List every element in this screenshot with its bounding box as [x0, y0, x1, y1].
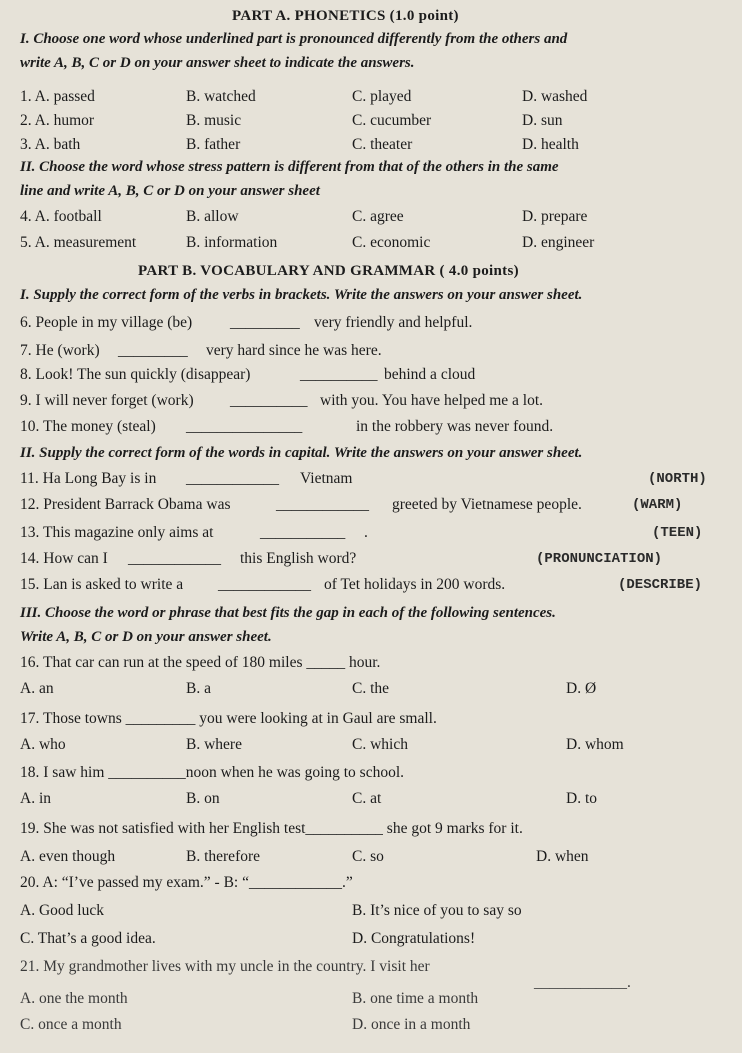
q6-blank: _________ — [230, 314, 300, 331]
q7-blank: _________ — [118, 342, 188, 359]
question-row — [0, 416, 742, 440]
q17-option-d: D. whom — [566, 736, 624, 753]
q1-option-a: 1. A. passed — [20, 88, 95, 105]
question-row — [0, 678, 742, 702]
q10-stem: 10. The money (steal) — [20, 418, 156, 435]
q5-option-d: D. engineer — [522, 234, 595, 251]
q10-blank: _______________ — [186, 418, 303, 435]
q16-option-c: C. the — [352, 680, 390, 697]
q3-option-a: 3. A. bath — [20, 136, 81, 153]
q3-option-c: C. theater — [352, 136, 413, 153]
q2-option-b: B. music — [186, 112, 242, 129]
q1-option-d: D. washed — [522, 88, 588, 105]
question-row — [0, 232, 742, 256]
q12-stem-end: greeted by Vietnamese people. — [392, 496, 582, 513]
question-row — [0, 134, 742, 158]
q19-option-a: A. even though — [20, 848, 116, 865]
q16-option-a: A. an — [20, 680, 54, 697]
q15-stem: 15. Lan is asked to write a — [20, 576, 184, 593]
question-row — [0, 734, 742, 758]
q16-stem: 16. That car can run at the speed of 180 miles _____ hour. — [20, 654, 381, 671]
q20-stem: 20. A: “I’ve passed my exam.” - B: “____________.” — [20, 874, 353, 891]
q4-option-d: D. prepare — [522, 208, 588, 225]
question-row — [0, 206, 742, 230]
q9-blank: __________ — [230, 392, 308, 409]
q18-option-a: A. in — [20, 790, 51, 807]
instr-line — [0, 442, 742, 466]
question-row — [0, 86, 742, 110]
q10-stem-end: in the robbery was never found. — [356, 418, 554, 435]
part-a-instruction-2b: line and write A, B, C or D on your answer sheet — [20, 183, 320, 199]
q6-stem-end: very friendly and helpful. — [314, 314, 473, 331]
instr-line — [0, 602, 742, 626]
q9-stem-end: with you. You have helped me a lot. — [320, 392, 544, 409]
q4-option-c: C. agree — [352, 208, 404, 225]
q21-option-d: D. once in a month — [352, 1016, 471, 1033]
q17-option-b: B. where — [186, 736, 242, 753]
q1-option-c: C. played — [352, 88, 412, 105]
q2-option-a: 2. A. humor — [20, 112, 95, 129]
question-row — [0, 110, 742, 134]
question-row — [0, 522, 742, 546]
q13-blank: ___________ — [260, 524, 346, 541]
part-b-instruction-3b: Write A, B, C or D on your answer sheet. — [20, 629, 272, 645]
question-stem-line — [0, 872, 742, 896]
q5-option-c: C. economic — [352, 234, 431, 251]
q11-blank: ____________ — [186, 470, 279, 487]
instr-line — [0, 156, 742, 180]
q8-stem-end: behind a cloud — [384, 366, 476, 383]
q21-option-c: C. once a month — [20, 1016, 122, 1033]
question-row — [0, 900, 742, 924]
q19-stem: 19. She was not satisfied with her English test__________ she got 9 marks for it. — [20, 820, 523, 837]
q16-option-b: B. a — [186, 680, 211, 697]
question-row — [0, 846, 742, 870]
q19-option-c: C. so — [352, 848, 384, 865]
question-row — [0, 312, 742, 336]
question-row — [0, 574, 742, 598]
q12-root-word: (WARM) — [632, 497, 683, 513]
q11-stem: 11. Ha Long Bay is in — [20, 470, 157, 487]
part-a-instruction-1a: I. Choose one word whose underlined part is pronounced differently from the others and — [20, 31, 568, 47]
instr-line — [0, 180, 742, 204]
part-b-title: PART B. VOCABULARY AND GRAMMAR ( 4.0 points) — [138, 263, 519, 279]
q14-root-word: (PRONUNCIATION) — [536, 551, 663, 567]
part-b-instruction-3a: III. Choose the word or phrase that best fits the gap in each of the following sentences. — [20, 605, 556, 621]
part-b-heading-line — [0, 260, 742, 284]
q4-option-a: 4. A. football — [20, 208, 102, 225]
q11-root-word: (NORTH) — [648, 471, 707, 487]
q18-option-c: C. at — [352, 790, 382, 807]
part-a-instruction-2a: II. Choose the word whose stress pattern is different from that of the others in the same — [20, 159, 559, 175]
q15-root-word: (DESCRIBE) — [618, 577, 703, 593]
q18-stem: 18. I saw him __________noon when he was going to school. — [20, 764, 405, 781]
q12-stem: 12. President Barrack Obama was — [20, 496, 231, 513]
q19-option-d: D. when — [536, 848, 589, 865]
q17-option-c: C. which — [352, 736, 408, 753]
question-stem-line — [0, 762, 742, 786]
q8-blank: __________ — [300, 366, 378, 383]
q18-option-b: B. on — [186, 790, 220, 807]
q6-stem: 6. People in my village (be) — [20, 314, 193, 331]
question-row — [0, 1014, 742, 1038]
question-row — [0, 468, 742, 492]
q2-option-d: D. sun — [522, 112, 563, 129]
q17-option-a: A. who — [20, 736, 66, 753]
question-stem-line — [0, 818, 742, 842]
q9-stem: 9. I will never forget (work) — [20, 392, 194, 409]
part-a-title: PART A. PHONETICS (1.0 point) — [232, 8, 459, 24]
q13-stem-end: . — [364, 524, 368, 541]
q21-option-a: A. one the month — [20, 990, 128, 1007]
q20-option-b: B. It’s nice of you to say so — [352, 902, 522, 919]
q14-blank: ____________ — [128, 550, 221, 567]
q15-stem-end: of Tet holidays in 200 words. — [324, 576, 506, 593]
question-row — [0, 340, 742, 364]
question-row — [0, 390, 742, 414]
question-row — [0, 788, 742, 812]
q1-option-b: B. watched — [186, 88, 256, 105]
q13-stem: 13. This magazine only aims at — [20, 524, 214, 541]
instr-line — [0, 284, 742, 308]
q14-stem: 14. How can I — [20, 550, 108, 567]
q21-blank: ____________. — [534, 974, 631, 991]
q7-stem-end: very hard since he was here. — [206, 342, 382, 359]
q12-blank: ____________ — [276, 496, 369, 513]
question-row — [0, 494, 742, 518]
q5-option-a: 5. A. measurement — [20, 234, 137, 251]
q20-option-d: D. Congratulations! — [352, 930, 476, 947]
q19-option-b: B. therefore — [186, 848, 261, 865]
q21-stem: 21. My grandmother lives with my uncle in the country. I visit her — [20, 958, 430, 975]
question-row — [0, 364, 742, 388]
q4-option-b: B. allow — [186, 208, 239, 225]
instr-line — [0, 52, 742, 76]
q3-option-d: D. health — [522, 136, 579, 153]
q16-option-d: D. Ø — [566, 680, 597, 697]
q14-stem-end: this English word? — [240, 550, 357, 567]
q20-option-a: A. Good luck — [20, 902, 104, 919]
q11-stem-end: Vietnam — [300, 470, 353, 487]
instr-line — [0, 626, 742, 650]
q3-option-b: B. father — [186, 136, 241, 153]
question-row — [0, 988, 742, 1012]
q15-blank: ____________ — [218, 576, 311, 593]
q21-option-b: B. one time a month — [352, 990, 479, 1007]
question-stem-line — [0, 652, 742, 676]
q2-option-c: C. cucumber — [352, 112, 432, 129]
instr-line — [0, 28, 742, 52]
q8-stem: 8. Look! The sun quickly (disappear) — [20, 366, 251, 383]
question-row — [0, 548, 742, 572]
part-a-heading-line — [0, 5, 742, 29]
question-stem-line — [0, 708, 742, 732]
q7-stem: 7. He (work) — [20, 342, 100, 359]
q17-stem: 17. Those towns _________ you were looking at in Gaul are small. — [20, 710, 437, 727]
question-row — [0, 928, 742, 952]
q18-option-d: D. to — [566, 790, 597, 807]
q5-option-b: B. information — [186, 234, 278, 251]
q13-root-word: (TEEN) — [652, 525, 703, 541]
part-b-instruction-1: I. Supply the correct form of the verbs in brackets. Write the answers on your answer sheet. — [20, 287, 583, 303]
q20-option-c: C. That’s a good idea. — [20, 930, 156, 947]
part-b-instruction-2: II. Supply the correct form of the words in capital. Write the answers on your answer sheet. — [20, 445, 583, 461]
part-a-instruction-1b: write A, B, C or D on your answer sheet to indicate the answers. — [20, 55, 415, 71]
